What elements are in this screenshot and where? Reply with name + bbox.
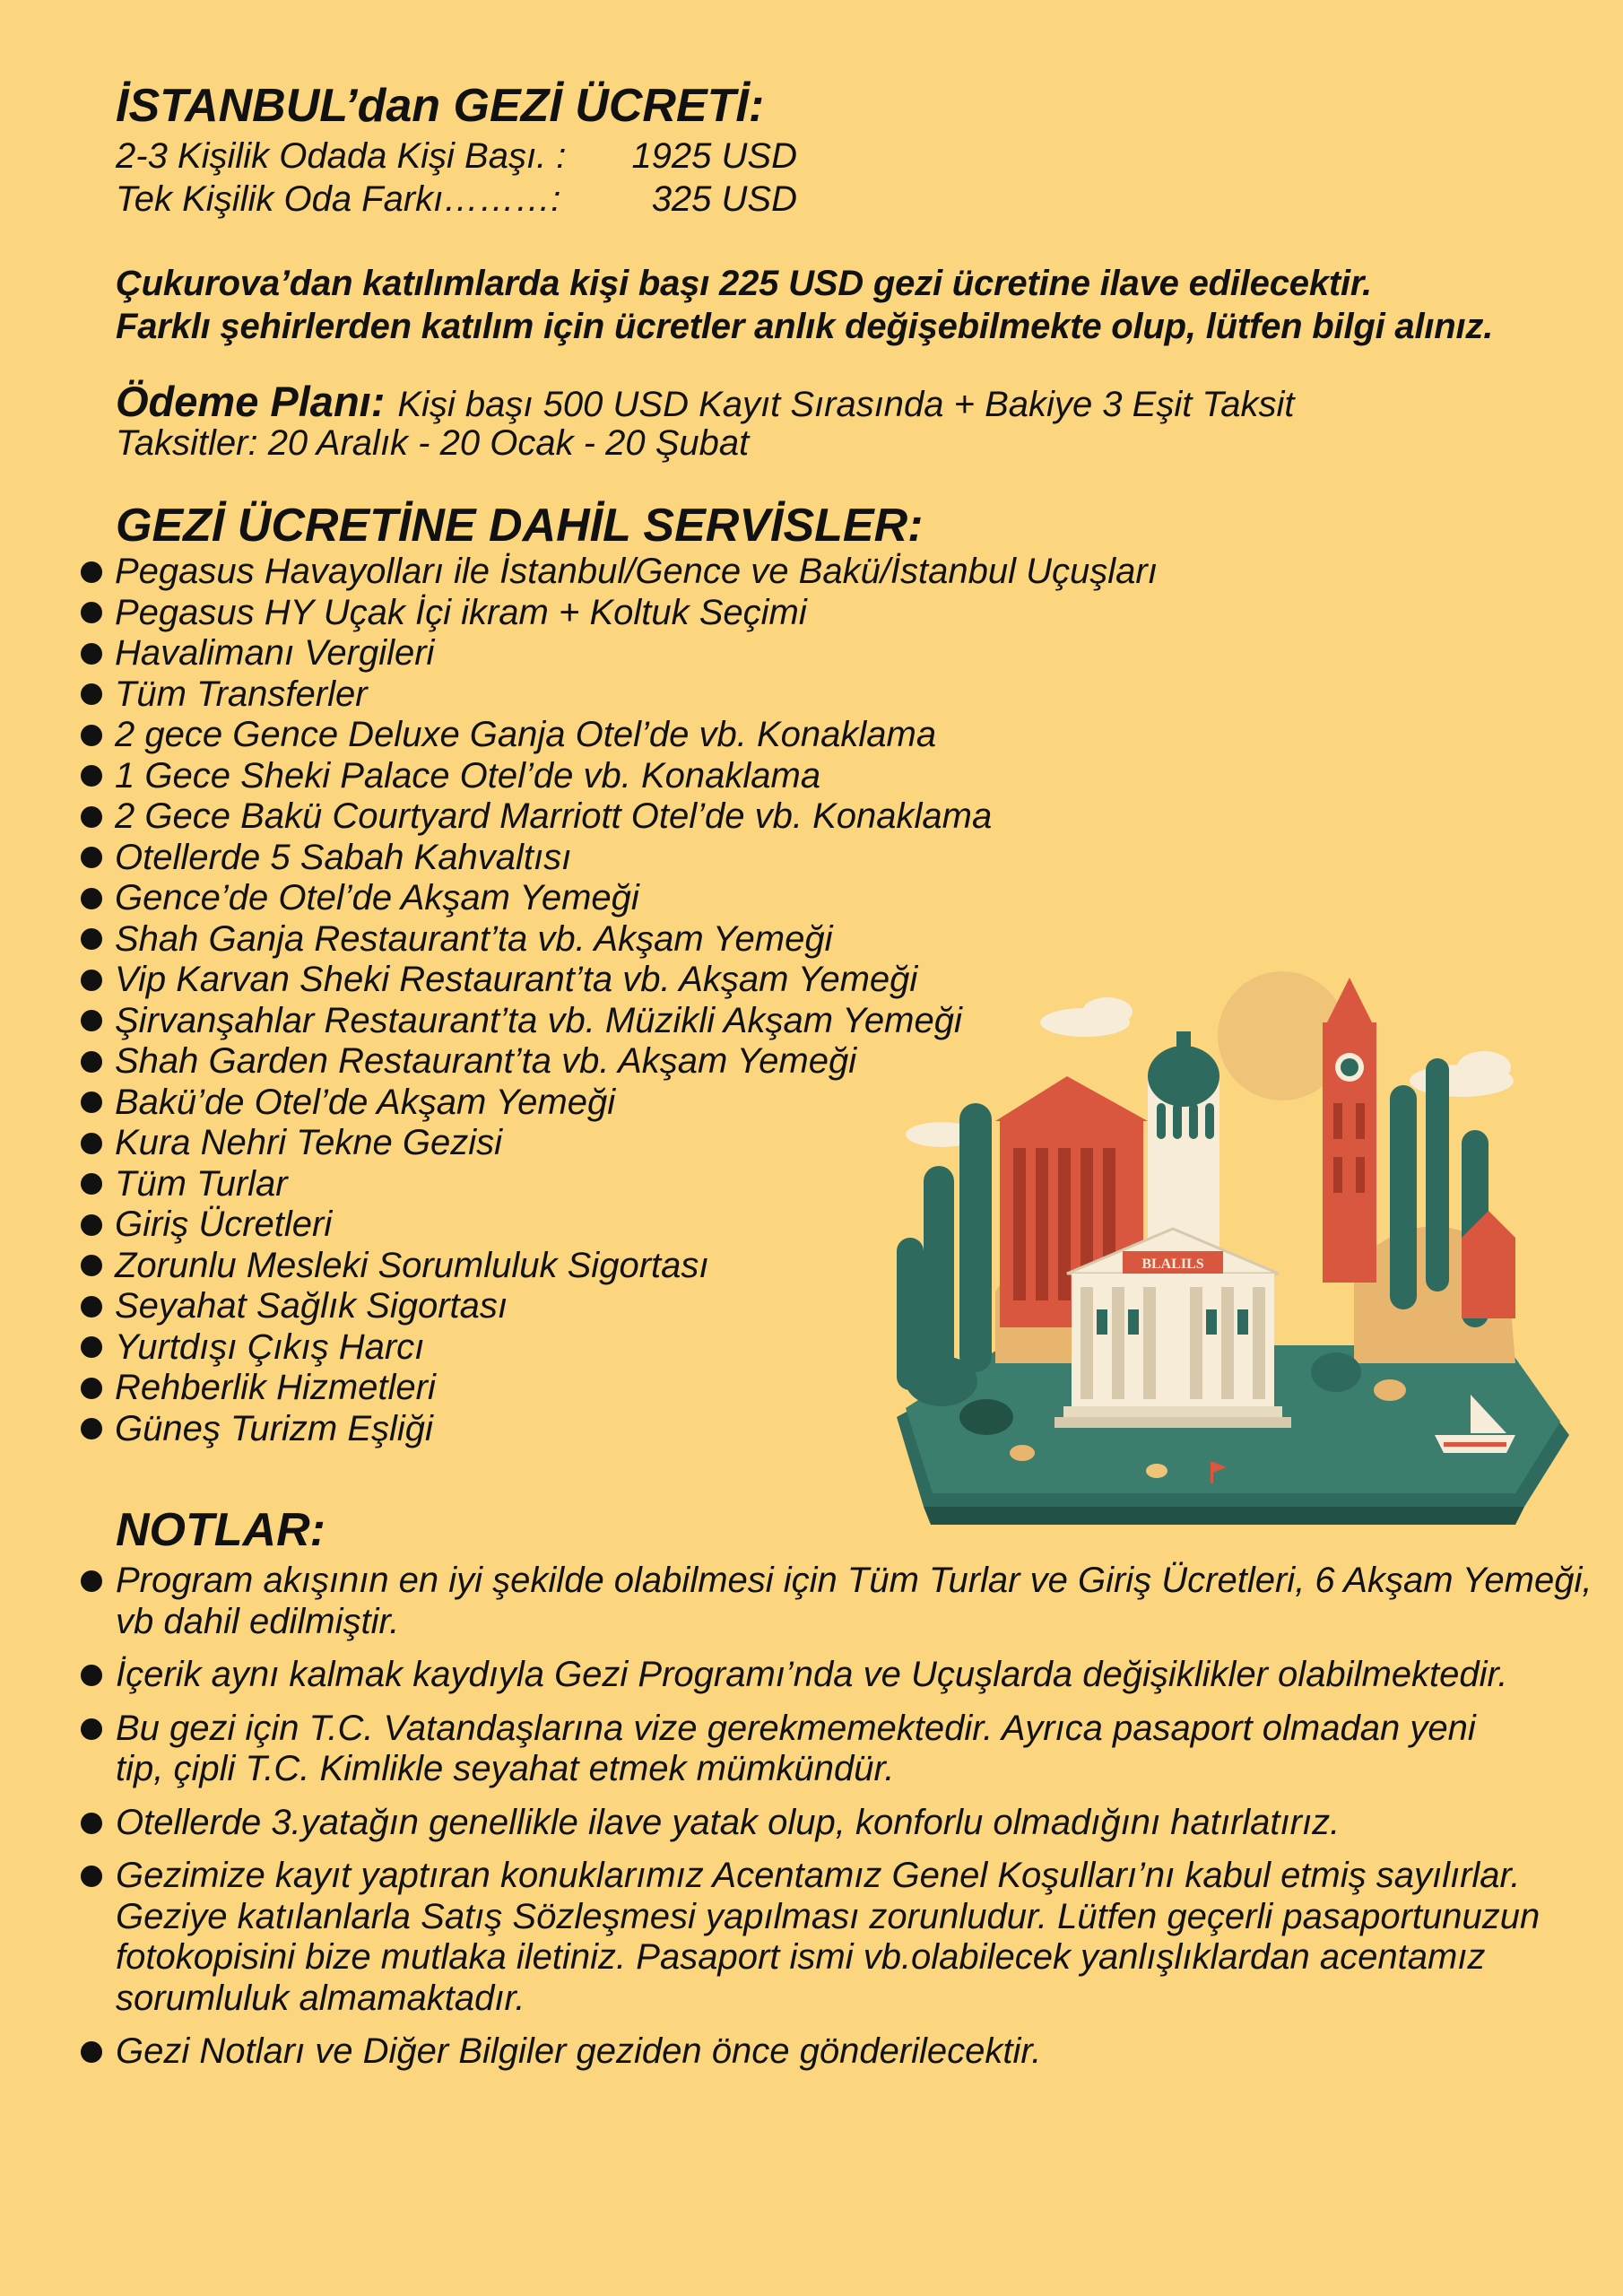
price-label: Tek Kişilik Oda Farkı………: bbox=[116, 179, 561, 219]
bullet-icon bbox=[81, 1214, 102, 1236]
city-illustration bbox=[888, 969, 1578, 1525]
bullet-icon bbox=[81, 1173, 102, 1195]
note-text: İçerik aynı kalmak kaydıyla Gezi Programı’nda ve Uçuşlarda değişiklikler olabilmektedir. bbox=[116, 1655, 1508, 1694]
bullet-icon bbox=[81, 847, 102, 868]
list-item bbox=[81, 919, 1158, 961]
notes-title: NOTLAR: bbox=[116, 1504, 325, 1556]
list-item bbox=[81, 796, 1158, 838]
bullet-icon bbox=[81, 561, 102, 583]
service-text: Gence’de Otel’de Akşam Yemeği bbox=[115, 878, 639, 918]
list-item bbox=[81, 1856, 1605, 2019]
list-item bbox=[81, 715, 1158, 756]
price-row-single bbox=[116, 179, 797, 220]
service-text: Bakü’de Otel’de Akşam Yemeği bbox=[115, 1082, 616, 1122]
list-item bbox=[81, 1561, 1605, 1642]
info-line-other-cities: Farklı şehirlerden katılım için ücretler anlık değişebilmekte olup, lütfen bilgi alınız. bbox=[116, 307, 1494, 346]
service-text: Şirvanşahlar Restaurant’ta vb. Müzikli Akşam Yemeği bbox=[115, 1000, 962, 1040]
services-title: GEZİ ÜCRETİNE DAHİL SERVİSLER: bbox=[116, 500, 924, 552]
bullet-icon bbox=[81, 602, 102, 623]
service-text: Havalimanı Vergileri bbox=[115, 633, 435, 673]
list-item bbox=[81, 1709, 1523, 1790]
clock-tower bbox=[1323, 978, 1376, 1283]
bullet-icon bbox=[81, 643, 102, 665]
service-text: Tüm Turlar bbox=[115, 1163, 288, 1204]
list-item bbox=[81, 1655, 1605, 1696]
service-text: Giriş Ücretleri bbox=[115, 1205, 333, 1244]
domed-building bbox=[1148, 1031, 1219, 1256]
building-sign: BLALILS bbox=[1141, 1257, 1204, 1272]
service-text: 1 Gece Sheki Palace Otel’de vb. Konaklama bbox=[115, 755, 821, 796]
service-text: 2 gece Gence Deluxe Ganja Otel’de vb. Konaklama bbox=[115, 715, 937, 754]
price-row-double bbox=[116, 136, 797, 177]
price-value: 325 USD bbox=[651, 179, 797, 219]
installments-line: Taksitler: 20 Aralık - 20 Ocak - 20 Şubat bbox=[116, 423, 750, 463]
bullet-icon bbox=[81, 928, 102, 950]
bullet-icon bbox=[81, 1665, 102, 1686]
bullet-icon bbox=[81, 1010, 102, 1031]
note-text: Gezimize kayıt yaptıran konuklarımız Acentamız Genel Koşulları’nı kabul etmiş sayılırlar. Geziye katılanlarla Satış Sözleşmesi yapılması zorunludur. Lütfen geçerli pasaportunuzun fotokopisini bize mutlaka iletiniz. Pasaport ismi vb.olabilecek yanlışlıklardan acentamız sorumluluk almamaktadır. bbox=[116, 1856, 1541, 2018]
bullet-icon bbox=[81, 1091, 102, 1113]
bullet-icon bbox=[81, 1866, 102, 1887]
list-item bbox=[81, 1803, 1605, 1844]
note-text: Gezi Notları ve Diğer Bilgiler geziden önce gönderilecektir. bbox=[116, 2031, 1042, 2071]
price-label: 2-3 Kişilik Odada Kişi Başı. : bbox=[116, 136, 567, 176]
list-item bbox=[81, 593, 1158, 634]
notes-list bbox=[81, 1561, 1605, 2085]
bullet-icon bbox=[81, 1296, 102, 1318]
service-text: Seyahat Sağlık Sigortası bbox=[115, 1286, 508, 1326]
list-item bbox=[81, 552, 1158, 593]
price-value: 1925 USD bbox=[631, 136, 797, 176]
service-text: Vip Karvan Sheki Restaurant’ta vb. Akşam Yemeği bbox=[115, 960, 918, 999]
list-item bbox=[81, 756, 1158, 797]
list-item bbox=[81, 878, 1158, 919]
bullet-icon bbox=[81, 1255, 102, 1276]
payment-text: Kişi başı 500 USD Kayıt Sırasında + Bakiye 3 Eşit Taksit bbox=[397, 385, 1295, 424]
pricing-title: İSTANBUL’dan GEZİ ÜCRETİ: bbox=[116, 80, 765, 132]
bullet-icon bbox=[81, 1051, 102, 1073]
service-text: Shah Ganja Restaurant’ta vb. Akşam Yemeği bbox=[115, 918, 833, 959]
bullet-icon bbox=[81, 1133, 102, 1154]
bullet-icon bbox=[81, 1718, 102, 1740]
bullet-icon bbox=[81, 1378, 102, 1399]
bullet-icon bbox=[81, 1570, 102, 1592]
service-text: Shah Garden Restaurant’ta vb. Akşam Yemeği bbox=[115, 1041, 857, 1081]
list-item bbox=[81, 2031, 1605, 2073]
info-line-cukurova: Çukurova’dan katılımlarda kişi başı 225 USD gezi ücretine ilave edilecektir. bbox=[116, 264, 1372, 303]
bullet-icon bbox=[81, 1813, 102, 1834]
service-text: Kura Nehri Tekne Gezisi bbox=[115, 1123, 503, 1162]
bullet-icon bbox=[81, 725, 102, 746]
bullet-icon bbox=[81, 1336, 102, 1358]
note-text: Otellerde 3.yatağın genellikle ilave yatak olup, konforlu olmadığını hatırlatırız. bbox=[116, 1802, 1341, 1842]
payment-plan bbox=[116, 377, 1294, 426]
bullet-icon bbox=[81, 683, 102, 705]
bullet-icon bbox=[81, 2041, 102, 2063]
bullet-icon bbox=[81, 970, 102, 991]
list-item bbox=[81, 838, 1158, 879]
list-item bbox=[81, 633, 1158, 674]
note-text: Bu gezi için T.C. Vatandaşlarına vize gerekmemektedir. Ayrıca pasaport olmadan yeni tip, çipli T.C. Kimlikle seyahat etmek mümkündür. bbox=[116, 1708, 1476, 1788]
service-text: Rehberlik Hizmetleri bbox=[115, 1368, 436, 1407]
bullet-icon bbox=[81, 765, 102, 787]
service-text: Otellerde 5 Sabah Kahvaltısı bbox=[115, 837, 572, 877]
service-text: 2 Gece Bakü Courtyard Marriott Otel’de vb. Konaklama bbox=[115, 796, 993, 836]
service-text: Zorunlu Mesleki Sorumluluk Sigortası bbox=[115, 1245, 709, 1285]
note-text: Program akışının en iyi şekilde olabilmesi için Tüm Turlar ve Giriş Ücretleri, 6 Akşam Yemeği, vb dahil edilmiştir. bbox=[116, 1561, 1593, 1641]
bullet-icon bbox=[81, 888, 102, 909]
service-text: Güneş Turizm Eşliği bbox=[115, 1408, 433, 1448]
service-text: Tüm Transferler bbox=[115, 674, 368, 714]
bullet-icon bbox=[81, 806, 102, 828]
payment-title: Ödeme Planı: bbox=[116, 378, 386, 425]
bullet-icon bbox=[81, 1418, 102, 1439]
list-item bbox=[81, 674, 1158, 716]
service-text: Pegasus Havayolları ile İstanbul/Gence ve Bakü/İstanbul Uçuşları bbox=[115, 552, 1158, 591]
service-text: Yurtdışı Çıkış Harcı bbox=[115, 1326, 425, 1367]
service-text: Pegasus HY Uçak İçi ikram + Koltuk Seçimi bbox=[115, 592, 807, 632]
